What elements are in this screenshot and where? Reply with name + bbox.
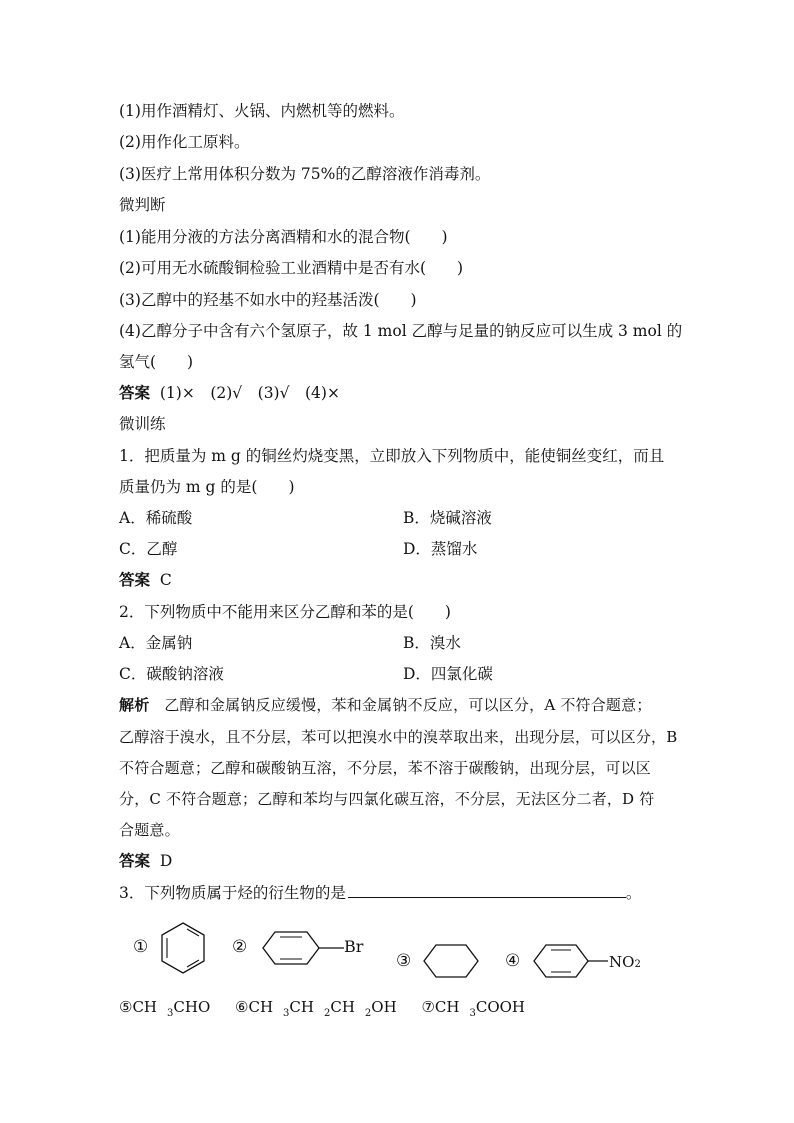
p1-stem-line1: 1．把质量为 m g 的铜丝灼烧变黑，立即放入下列物质中，能使铜丝变红，而且 <box>119 447 665 465</box>
label-1: ① <box>133 937 149 957</box>
p2-stem: 2．下列物质中不能用来区分乙醇和苯的是( ) <box>119 603 451 621</box>
nitro-label <box>609 952 641 975</box>
answer-blank[interactable] <box>348 883 626 898</box>
judge-title: 微判断 <box>119 196 166 214</box>
use-2: (2)用作化工原料。 <box>119 133 250 151</box>
formula-6-sub: 3 <box>283 1008 290 1019</box>
answer-label: 答案 <box>119 383 151 402</box>
p3-stem <box>119 883 641 903</box>
formula-5-part: ⑤CH <box>119 998 158 1016</box>
nitrobenzene-structure <box>530 942 610 980</box>
p2-explanation-line3: 不符合题意；乙醇和碳酸钠互溶，不分层，苯不溶于碳酸钠，出现分层，可以区 <box>119 759 652 777</box>
answer-label: 答案 <box>119 570 151 589</box>
p1-option-b: B．烧碱溶液 <box>403 509 492 527</box>
label-3: ③ <box>396 951 412 971</box>
formula-7-part: ⑦CH <box>421 998 460 1016</box>
formula-7-tail: COOH <box>475 998 526 1016</box>
answer-text: D <box>159 852 173 870</box>
explanation-text: 乙醇和金属钠反应缓慢，苯和金属钠不反应，可以区分，A 不符合题意； <box>164 696 652 714</box>
judge-q1: (1)能用分液的方法分离酒精和水的混合物( ) <box>119 228 448 246</box>
formula-6-sub: 2 <box>323 1008 331 1019</box>
answer-text: C <box>159 571 172 589</box>
formula-6-tail: OH <box>371 998 397 1016</box>
p2-explanation-line5: 合题意。 <box>119 821 180 839</box>
p2-option-b: B．溴水 <box>403 634 461 652</box>
bromo-label: Br <box>344 937 364 956</box>
use-3: (3)医疗上常用体积分数为 75%的乙醇溶液作消毒剂。 <box>119 165 491 183</box>
use-1: (1)用作酒精灯、火锅、内燃机等的燃料。 <box>119 102 405 120</box>
p2-option-c: C．碳酸钠溶液 <box>119 665 224 683</box>
nitro-subscript: 2 <box>634 959 641 970</box>
bromobenzene-structure <box>258 928 348 968</box>
formula-6-part: CH <box>289 998 314 1016</box>
train-title: 微训练 <box>119 415 166 433</box>
p2-option-a: A．金属钠 <box>119 634 193 652</box>
p2-option-d: D．四氯化碳 <box>403 665 493 683</box>
judge-q2: (2)可用无水硫酸铜检验工业酒精中是否有水( ) <box>119 259 464 277</box>
formula-5-tail: CHO <box>173 998 211 1016</box>
p2-answer <box>119 851 172 871</box>
formula-7 <box>421 998 535 1019</box>
formula-5 <box>119 998 220 1019</box>
label-4: ④ <box>505 951 521 971</box>
explanation-label: 解析 <box>119 696 150 714</box>
p1-stem-line2: 质量仍为 m g 的是( ) <box>119 478 295 496</box>
benzene-structure <box>158 920 208 976</box>
judge-q3: (3)乙醇中的羟基不如水中的羟基活泼( ) <box>119 291 417 309</box>
formula-6-part: CH <box>330 998 355 1016</box>
p3-stem-text: 3．下列物质属于烃的衍生物的是 <box>119 884 346 902</box>
formula-6-sub: 2 <box>364 1008 372 1019</box>
formula-row <box>119 997 545 1024</box>
label-2: ② <box>232 937 248 957</box>
formula-6-part: ⑥CH <box>235 998 274 1016</box>
p3-stem-end: 。 <box>625 884 642 902</box>
cyclohexane-structure <box>420 942 482 980</box>
p1-option-a: A．稀硫酸 <box>119 509 193 527</box>
nitro-text: NO <box>609 953 635 971</box>
judge-answer <box>119 383 340 403</box>
formula-6 <box>235 998 407 1019</box>
p1-option-c: C．乙醇 <box>119 540 178 558</box>
p1-answer <box>119 570 172 590</box>
answer-text: (1)× (2)√ (3)√ (4)× <box>159 384 340 402</box>
formula-5-sub: 3 <box>167 1008 174 1019</box>
p1-option-d: D．蒸馏水 <box>403 540 478 558</box>
judge-q4-line1: (4)乙醇分子中含有六个氢原子，故 1 mol 乙醇与足量的钠反应可以生成 3 mol 的 <box>119 322 683 340</box>
p2-explanation-line2: 乙醇溶于溴水，且不分层，苯可以把溴水中的溴萃取出来，出现分层，可以区分，B <box>119 728 678 746</box>
p2-explanation-line1 <box>119 695 652 715</box>
formula-7-sub: 3 <box>469 1008 476 1019</box>
p2-explanation-line4: 分，C 不符合题意；乙醇和苯均与四氯化碳互溶，不分层，无法区分二者，D 符 <box>119 790 655 808</box>
judge-q4-line2: 氢气( ) <box>119 353 194 371</box>
answer-label: 答案 <box>119 851 151 870</box>
